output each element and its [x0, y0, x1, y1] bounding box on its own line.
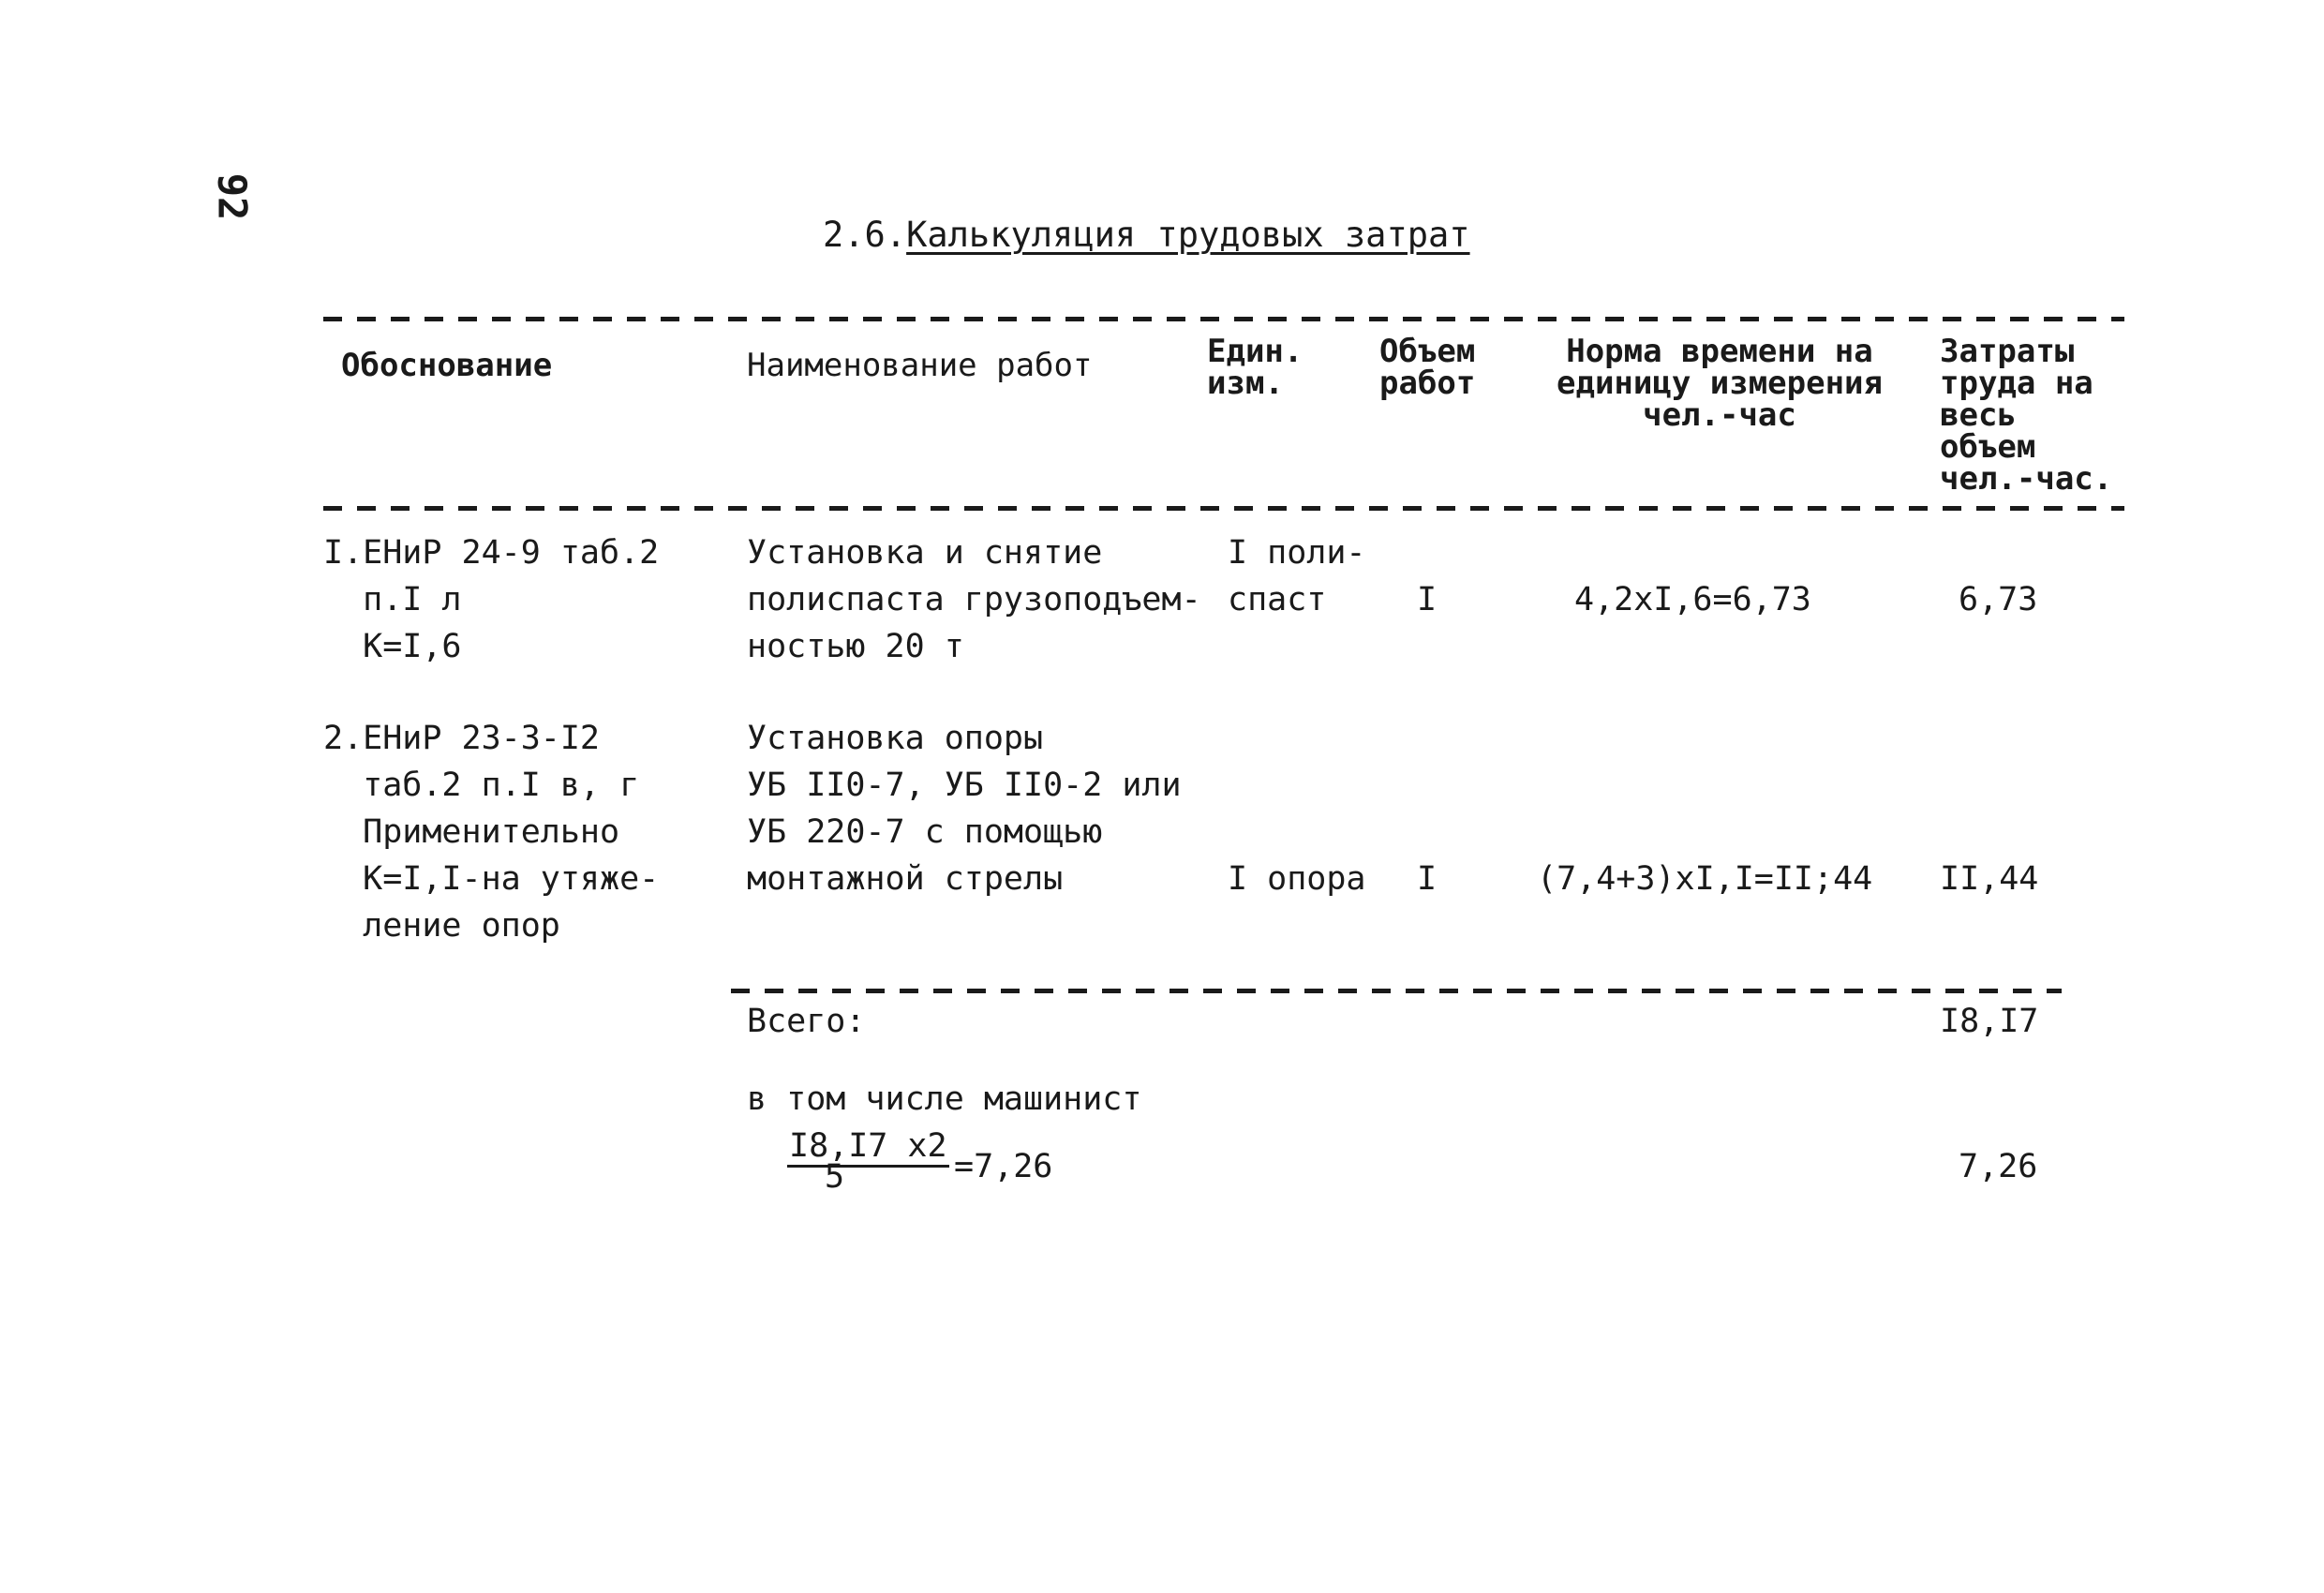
fraction-denominator: 5 — [825, 1158, 845, 1196]
row-2-labor-cost: II,44 — [1940, 860, 2039, 898]
table-total-rule — [731, 989, 2062, 993]
machinist-fraction — [787, 1123, 949, 1196]
section-number: 2.6. — [823, 215, 907, 255]
header-work-name: Наименование работ — [747, 347, 1093, 384]
table-top-rule — [323, 317, 2124, 321]
header-labor-cost: Затраты труда на весь объем чел.-час. — [1940, 333, 2113, 498]
machinist-label: в том числе машинист — [747, 1080, 1142, 1118]
row-1-basis: I.ЕНиР 24-9 таб.2 п.I л К=I,6 — [323, 534, 660, 665]
row-1-labor-cost: 6,73 — [1959, 581, 2038, 618]
row-1-volume: I — [1417, 581, 1438, 618]
row-1-unit: I поли- спаст — [1228, 534, 1366, 618]
machinist-result: =7,26 — [954, 1148, 1053, 1185]
total-value: I8,I7 — [1940, 1003, 2039, 1040]
fraction-numerator: I8,I7 х2 — [787, 1127, 949, 1168]
row-2-norm: (7,4+3)хI,I=II;44 — [1537, 860, 1873, 898]
row-2-basis: 2.ЕНиР 23-3-I2 таб.2 п.I в, г Применительно К=I,I-на утяже- ление опор — [323, 720, 660, 945]
page-number: 92 — [209, 172, 256, 221]
row-1-norm: 4,2хI,6=6,73 — [1574, 581, 1811, 618]
header-unit: Един. изм. — [1207, 333, 1304, 402]
header-basis: Обоснование — [341, 347, 553, 384]
row-2-work-name: Установка опоры УБ II0-7, УБ II0-2 или УБ 220-7 с помощью монтажной стрелы — [747, 720, 1182, 898]
header-norm: Норма времени на единицу измерения чел.-час — [1557, 333, 1883, 434]
row-2-unit: I опора — [1228, 860, 1366, 898]
row-1-work-name: Установка и снятие полиспаста грузоподъем- ностью 20 т — [747, 534, 1201, 665]
table-header-rule — [323, 506, 2124, 511]
total-label: Всего: — [747, 1003, 866, 1040]
machinist-value: 7,26 — [1959, 1148, 2038, 1185]
row-2-volume: I — [1417, 860, 1438, 898]
section-title — [823, 212, 1470, 259]
header-volume: Объем работ — [1379, 333, 1476, 402]
section-title-text: Калькуляция трудовых затрат — [906, 215, 1470, 255]
